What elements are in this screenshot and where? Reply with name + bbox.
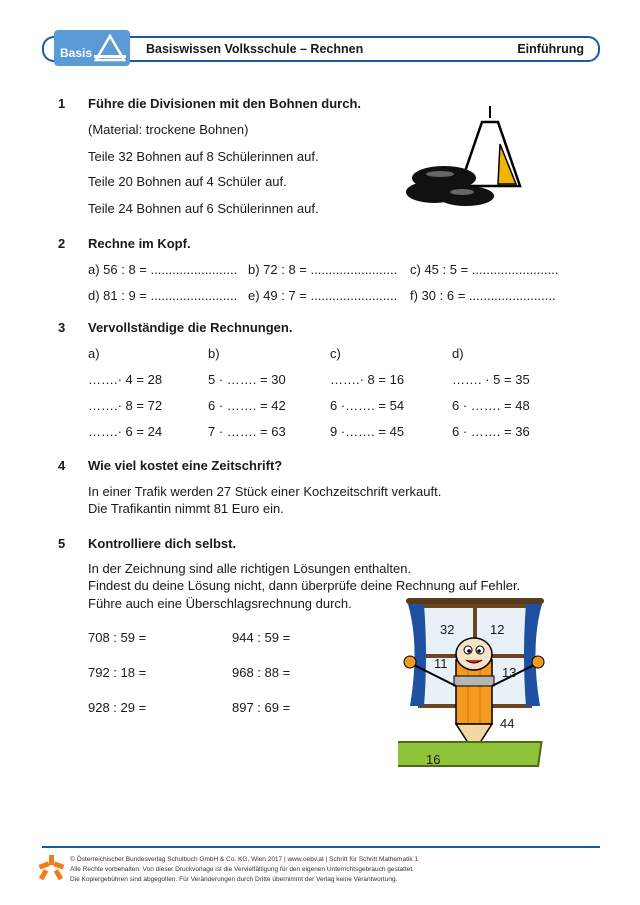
task-title: Führe die Divisionen mit den Bohnen durch. <box>88 96 362 111</box>
solution-number: 44 <box>500 716 515 731</box>
fill-in-equation: 6 · ……. = 48 <box>452 398 530 413</box>
task-line: Führe auch eine Überschlagsrechnung durch. <box>88 596 352 611</box>
exercise-item: c) 45 : 5 = ........................ <box>410 262 559 277</box>
task-line: Findest du deine Lösung nicht, dann überprüfe deine Rechnung auf Fehler. <box>88 578 521 593</box>
fill-in-equation: 6 ·……. = 54 <box>330 398 405 413</box>
division-calc: 968 : 88 = <box>232 665 291 680</box>
division-calc: 928 : 29 = <box>88 700 147 715</box>
fill-in-equation: …….· 8 = 16 <box>330 372 405 387</box>
section-label: Einführung <box>517 42 584 56</box>
task-number: 1 <box>58 96 66 111</box>
solution-number: 13 <box>502 665 517 680</box>
footer-disclaimer: Die Kopiergebühren sind abgegolten. Für Veränderungen durch Dritte übernimmt der Verlag keine Verantwortung. <box>70 876 398 883</box>
beans-scale-illustration <box>404 104 524 214</box>
task-line: In einer Trafik werden 27 Stück einer Kochzeitschrift verkauft. <box>88 484 442 499</box>
basis-label: Basis <box>60 46 93 60</box>
solution-number: 16 <box>426 752 441 767</box>
fill-in-equation: ……. · 5 = 35 <box>452 372 530 387</box>
fill-in-equation: 6 · ……. = 42 <box>208 398 286 413</box>
task-line: Teile 24 Bohnen auf 6 Schülerinnen auf. <box>88 201 319 216</box>
task-line: Teile 32 Bohnen auf 8 Schülerinnen auf. <box>88 149 319 164</box>
fill-in-equation: 6 · ……. = 36 <box>452 424 530 439</box>
solution-number: 12 <box>490 622 505 637</box>
exercise-item: a) 56 : 8 = ........................ <box>88 262 238 277</box>
footer-rights: Alle Rechte vorbehalten. Von dieser Druckvorlage ist die Vervielfältigung für den eigenen Unterrichtsgebrauch gestattet. <box>70 866 414 873</box>
fill-in-equation: …….· 4 = 28 <box>88 372 163 387</box>
task-number: 5 <box>58 536 66 551</box>
solution-number: 32 <box>440 622 455 637</box>
division-calc: 792 : 18 = <box>88 665 147 680</box>
exercise-item: e) 49 : 7 = ........................ <box>248 288 398 303</box>
exercise-item: f) 30 : 6 = ........................ <box>410 288 556 303</box>
exercise-item: b) 72 : 8 = ........................ <box>248 262 398 277</box>
footer-copyright: © Österreichischer Bundesverlag Schulbuch GmbH & Co. KG, Wien 2017 | www.oebv.at | Schritt für Schritt Mathematik 1 <box>70 856 418 863</box>
task-number: 4 <box>58 458 66 473</box>
division-calc: 944 : 59 = <box>232 630 291 645</box>
column-label: c) <box>330 346 341 361</box>
task-title: Vervollständige die Rechnungen. <box>88 320 293 335</box>
division-calc: 897 : 69 = <box>232 700 291 715</box>
exercise-item: d) 81 : 9 = ........................ <box>88 288 238 303</box>
task-number: 2 <box>58 236 66 251</box>
footer-divider <box>42 846 600 848</box>
fill-in-equation: …….· 8 = 72 <box>88 398 163 413</box>
task-line: In der Zeichnung sind alle richtigen Lösungen enthalten. <box>88 561 412 576</box>
fill-in-equation: 9 ·……. = 45 <box>330 424 405 439</box>
fill-in-equation: 7 · ……. = 63 <box>208 424 286 439</box>
task-number: 3 <box>58 320 66 335</box>
division-calc: 708 : 59 = <box>88 630 147 645</box>
solution-number: 11 <box>434 656 448 671</box>
task-line: (Material: trockene Bohnen) <box>88 122 249 137</box>
task-title: Kontrolliere dich selbst. <box>88 536 237 551</box>
column-label: a) <box>88 346 100 361</box>
fill-in-equation: …….· 6 = 24 <box>88 424 163 439</box>
publisher-logo-icon <box>38 854 64 880</box>
window-pencil-illustration <box>398 596 550 772</box>
task-line: Teile 20 Bohnen auf 4 Schüler auf. <box>88 174 287 189</box>
fill-in-equation: 5 · ……. = 30 <box>208 372 286 387</box>
task-title: Rechne im Kopf. <box>88 236 191 251</box>
column-label: d) <box>452 346 464 361</box>
column-label: b) <box>208 346 220 361</box>
task-title: Wie viel kostet eine Zeitschrift? <box>88 458 283 473</box>
task-line: Die Trafikantin nimmt 81 Euro ein. <box>88 501 284 516</box>
page-title: Basiswissen Volksschule – Rechnen <box>146 42 364 56</box>
